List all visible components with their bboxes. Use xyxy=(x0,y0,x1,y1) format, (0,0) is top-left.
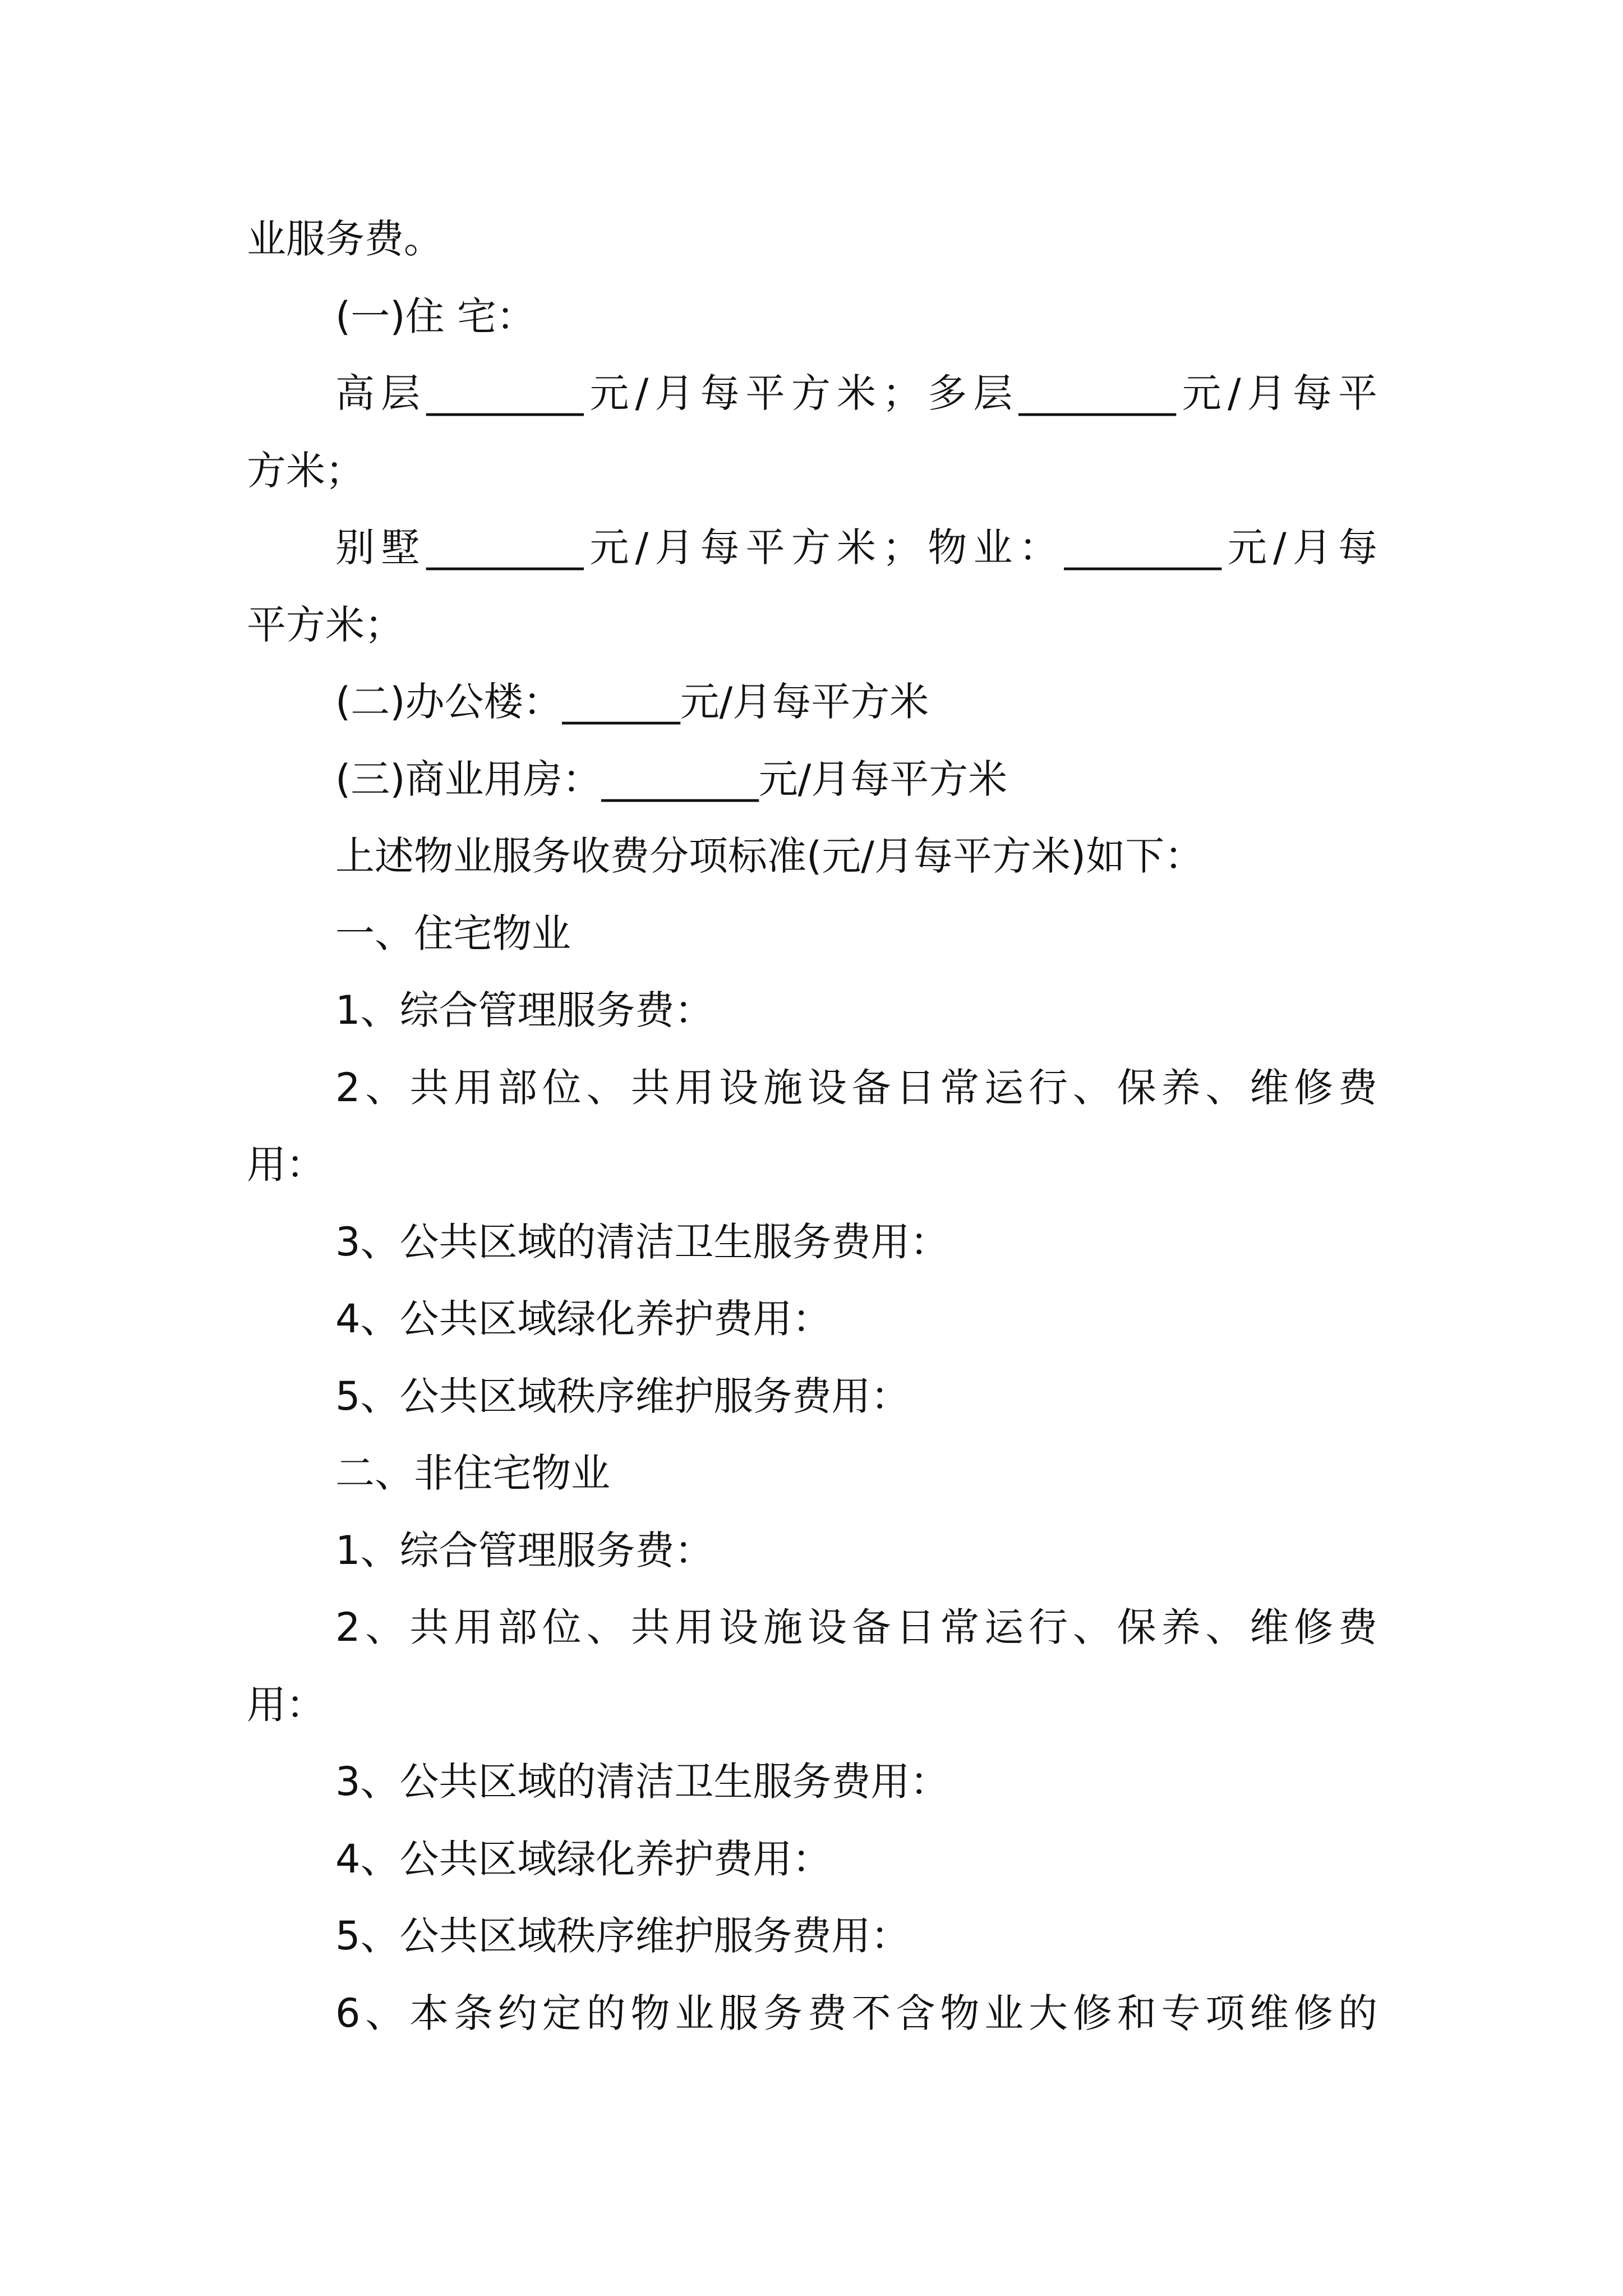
text-line: 高层________元/月每平方米；多层________元/月每平 xyxy=(335,370,1377,416)
section-heading-residential: (一)住 宅： xyxy=(335,293,536,339)
list-item: 4、公共区域绿化养护费用： xyxy=(335,1296,832,1342)
list-item: 5、公共区域秩序维护服务费用： xyxy=(335,1373,910,1419)
list-item: 3、公共区域的清洁卫生服务费用： xyxy=(335,1218,949,1265)
list-item: 1、综合管理服务费： xyxy=(335,987,714,1033)
text-line: 业服务费。 xyxy=(247,216,443,262)
text-line: 上述物业服务收费分项标准(元/月每平方米)如下： xyxy=(335,833,1204,879)
section-heading-office: (二)办公楼：______元/月每平方米 xyxy=(335,679,929,725)
text-line: 方米； xyxy=(247,447,365,494)
list-item: 1、综合管理服务费： xyxy=(335,1527,714,1573)
text-line: 用： xyxy=(247,1681,325,1728)
section-heading: 一、住宅物业 xyxy=(335,910,571,956)
section-heading: 二、非住宅物业 xyxy=(335,1450,610,1496)
list-item: 6、本条约定的物业服务费不含物业大修和专项维修的 xyxy=(335,1990,1377,2036)
list-item: 4、公共区域绿化养护费用： xyxy=(335,1835,832,1882)
text-line: 用： xyxy=(247,1142,325,1188)
list-item: 3、公共区域的清洁卫生服务费用： xyxy=(335,1759,949,1805)
list-item: 2、共用部位、共用设施设备日常运行、保养、维修费 xyxy=(335,1604,1377,1650)
section-heading-commercial: (三)商业用房：________元/月每平方米 xyxy=(335,756,1008,802)
text-line: 平方米； xyxy=(247,601,404,648)
list-item: 2、共用部位、共用设施设备日常运行、保养、维修费 xyxy=(335,1064,1377,1111)
list-item: 5、公共区域秩序维护服务费用： xyxy=(335,1913,910,1959)
document-body xyxy=(247,201,1377,2052)
text-line: 别墅________元/月每平方米；物业：________元/月每 xyxy=(335,524,1377,570)
